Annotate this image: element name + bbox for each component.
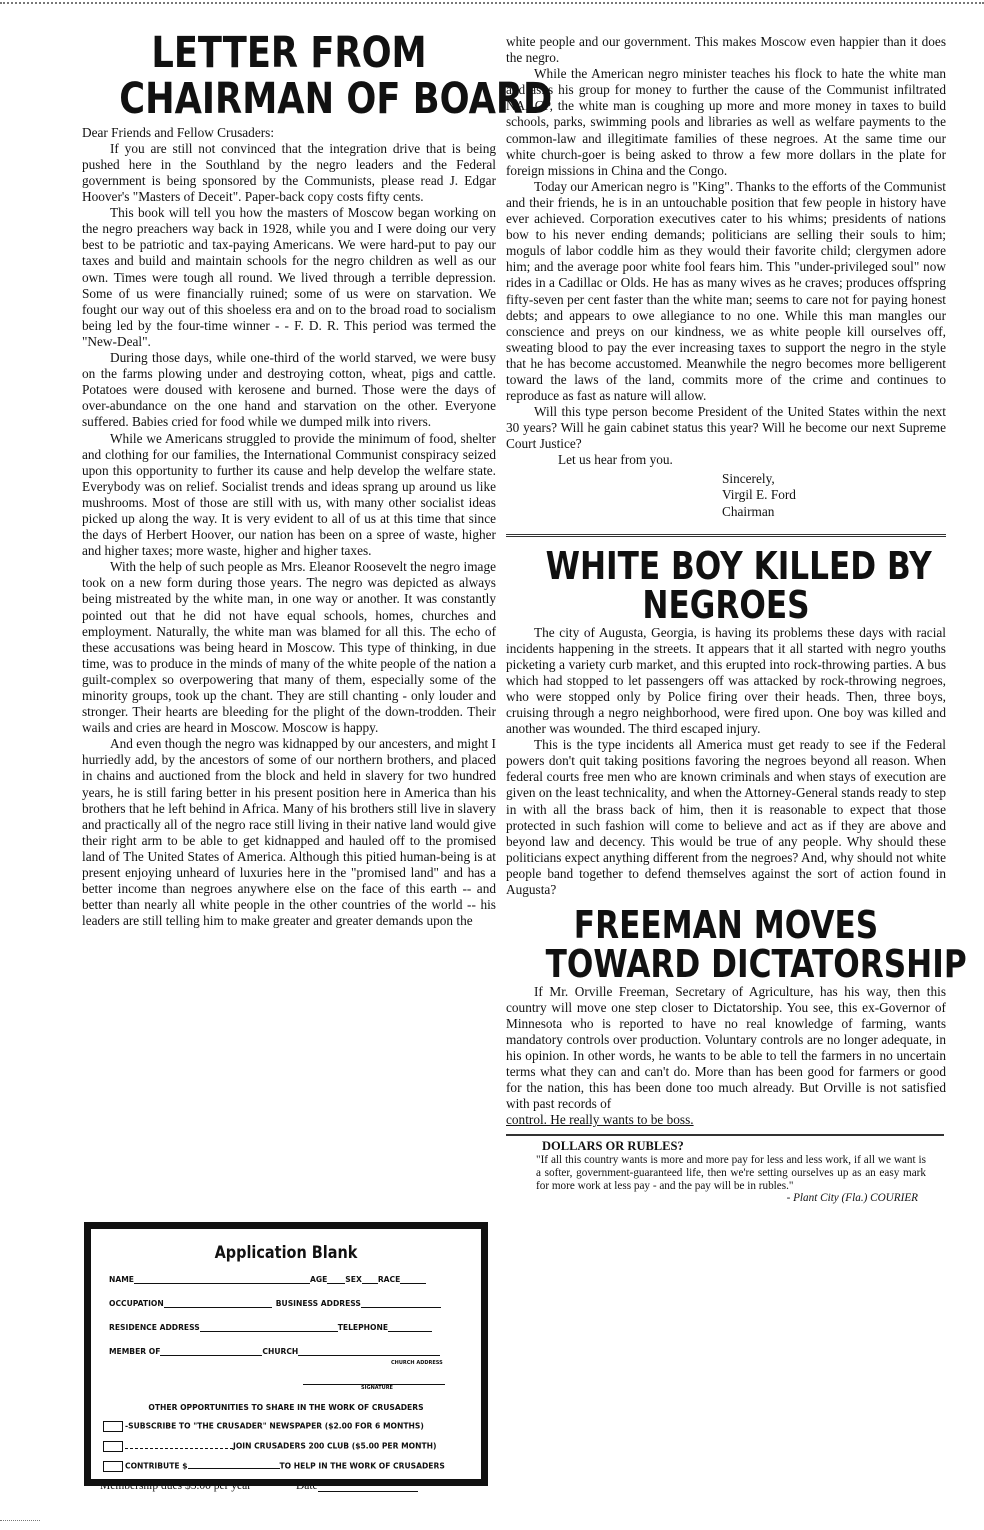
date-label: Date — [295, 1480, 318, 1492]
sex-label: SEX — [345, 1275, 362, 1284]
quote-source: - Plant City (Fla.) COURIER — [786, 1192, 918, 1205]
letter-title-line1: LETTER FROM — [151, 28, 427, 78]
church-label: CHURCH — [262, 1347, 299, 1356]
application-title: Application Blank — [214, 1243, 358, 1263]
option-subscribe-label: -SUBSCRIBE TO "THE CRUSADER" NEWSPAPER ($2.00 FOR 6 MONTHS) — [125, 1421, 424, 1431]
member-of-field[interactable] — [160, 1347, 262, 1356]
join-checkbox[interactable] — [103, 1441, 123, 1452]
top-border — [0, 2, 984, 4]
age-label: AGE — [309, 1275, 328, 1284]
article2-paragraph: If Mr. Orville Freeman, Secretary of Agriculture, has his way, then this country will move one step closer to Dictatorship. You see, this ex-Governor of Minnesota who is reported to have no real knowledge of farming, wants mandatory controls over production. Voluntary controls are no longer adequate, in his opinion. In other words, he wants to be able to tell the farmers in no uncertain terms what they can and can't do. More than has been good for farmers or good for the nation, this has been done too much already. But Orville is not satisfied with past records of — [506, 983, 946, 1112]
option-subscribe — [103, 1421, 481, 1432]
form-row-name — [109, 1275, 481, 1287]
letter-signer: Virgil E. Ford — [722, 487, 796, 503]
letter-paragraph: While we Americans struggled to provide the minimum of food, shelter and clothing for our families, the International Communist conspiracy seized upon this opportunity to further its cause and help develop the welfare state. Everybody was on relief. Socialist trends and ideas sprang up around us like mushrooms. Most of those are still with us, with many other socialist ideas picked up along the way. It is very evident to all of us at this time that since the days of Herbert Hoover, our nation has been on a spree of waste, higher and higher taxes; more waste, higher and higher taxes. — [82, 430, 496, 559]
subscribe-checkbox[interactable] — [103, 1421, 123, 1432]
business-address-field[interactable] — [361, 1299, 441, 1308]
race-field[interactable] — [400, 1275, 426, 1284]
letter-continued: white people and our government. This makes Moscow even happier than it does the negro. — [506, 34, 946, 66]
letter-continued-paragraph: Today our American negro is "King". Thanks to the efforts of the Communist and their friends, he is in an untouchable position that few people in history have ever achieved. Corporation executives cater to his whims; presidents of nations bow to his never ending demands; politicians are selling their souls to him; moguls of labor coddle him as they would their favorite child; clergymen adore him; and the average poor white fool fears him. This "under-privileged soul" now rides in a Cadillac or Olds. He has as many wives as he craves; produces offspring fifty-seven per cent faster than the white man; seems to care not for paying honest debts; and appears to owe allegiance to no one. While this man mangles our conscience and preys on our kindness, we as white people kill ourselves off, sweating blood to pay the ever increasing taxes to support the negro in the style that he has become accustomed. Meanwhile the negro becomes more belligerent toward the laws of the land, commits more of the crime and continues to reproduce as fast as nature will allow. — [506, 178, 946, 404]
quote-text: "If all this country wants is more and more pay for less and less work, if all we want is a softer, government-guaranteed life, then we're setting ourselves up as an easy mark for more work at less pay - and the pay will be in rubles." — [536, 1154, 926, 1192]
letter-paragraph: This book will tell you how the masters of Moscow began working on the negro preachers way back in 1928, while you and I were doing our very best to be patriotic and tax-paying Americans. We were hard-put to pay our taxes and build and maintain schools for the negro children as well as our own. Times were tough all round. We lived through a terrible depression. Some of us were financially ruined; some of us were on starvation. We fought our way out of this shoeless era and on to the broad road to socialism being led by the four-time winner - - F. D. R. This period was termed the "New-Deal". — [82, 205, 496, 349]
church-field[interactable] — [298, 1347, 440, 1356]
letter-closing-line: Let us hear from you. — [558, 452, 673, 468]
sex-field[interactable] — [362, 1275, 378, 1284]
name-field[interactable] — [134, 1275, 310, 1284]
article2-paragraph-end: control. He really wants to be boss. — [506, 1112, 694, 1128]
residence-address-field[interactable] — [200, 1323, 338, 1332]
article1-paragraph: This is the type incidents all America must get ready to see if the Federal powers don't quit taking positions favoring the negroes beyond all reason. When federal courts free men who are known criminals and when stays of execution are given on the least technicality, and when the Attorney-General stands ready to step in with all the brass back of him, then it is reasonable to expect that those protected in such fashion will come to believe and act as if they are above and beyond law and decency. This would be true of any people. Why should these politicians expect anything different from the negroes? And, why should not white people band together to defend themselves against the sort of action found in Augusta? — [506, 737, 946, 898]
signature-field[interactable] — [303, 1374, 445, 1385]
left-column — [82, 28, 553, 929]
letter-continued-paragraph: While the American negro minister teaches his flock to hate the white man and asks his group for money to further the cause of the Communist infiltrated NAACP, the white man is coughing up more and more money in taxes to build schools, parks, swimming pools and libraries as well as welfare payments to the common-law and illegitimate families of these negroes. At the same time our white church-goer is being asked to throw a few more dollars in the plate for foreign missions in China and the Congo. — [506, 66, 946, 178]
name-label: NAME — [109, 1275, 134, 1284]
form-row-occupation — [109, 1299, 481, 1311]
letter-paragraph: And even though the negro was kidnapped by our ancesters, and might I hurriedly add, by the ancestors of some of our northern brothers, and placed in chains and auctioned from the block and held in slavery for two hundred years, he is still faring better in his present position here in America than his brothers that he left behind in Africa. Many of his brothers still live in slavery and practically all of the negro race still living in their native land would give their right arm to be able to get kidnapped and hauled off to the promised land of The United States of America. Although this pitied human-being is at present enjoying unheard of luxuries here in the "promised land" and has a better income than negroes anywhere else on the face of this earth -- and better than nearly all white people in the other countries of the world -- his leaders are still telling him to make greater and greater demands upon the — [82, 736, 496, 929]
section-divider — [506, 534, 946, 537]
signature-label: SIGNATURE — [361, 1385, 393, 1391]
contribute-checkbox[interactable] — [103, 1461, 123, 1472]
bottom-corner-mark — [0, 1520, 40, 1521]
letter-title-line2: CHAIRMAN OF BOARD — [119, 73, 553, 124]
letter-paragraph: During those days, while one-third of the world starved, we were busy on the farms plowing under and destroying cotton, wheat, pigs and cattle. Potatoes were doused with kerosene and burned. Those were the days of over-abundance on the one hand and starvation on the other. Everyone suffered. Babies cried for food while we dumped milk into rivers. — [82, 350, 496, 430]
option-contribute-label-pre: CONTRIBUTE $ — [125, 1461, 188, 1471]
quote-divider — [506, 1134, 944, 1136]
membership-dues: Membership dues $5.00 per year — [100, 1480, 252, 1492]
occupation-label: OCCUPATION — [109, 1299, 164, 1308]
option-contribute-label-post: TO HELP IN THE WORK OF CRUSADERS — [279, 1461, 445, 1471]
join-dash-line — [125, 1442, 233, 1449]
letter-signer-title: Chairman — [722, 503, 775, 519]
form-row-residence — [109, 1323, 481, 1335]
business-address-label: BUSINESS ADDRESS — [275, 1299, 361, 1308]
form-row-member — [109, 1347, 481, 1359]
member-of-label: MEMBER OF — [109, 1347, 161, 1356]
residence-address-label: RESIDENCE ADDRESS — [109, 1323, 200, 1332]
application-blank — [84, 1222, 488, 1486]
article2-title-line1: FREEMAN MOVES — [573, 903, 879, 948]
article1-paragraph: The city of Augusta, Georgia, is having its problems these days with racial incidents happening in the streets. It appears that it all started with negro youths picketing a variety curb market, and this erupted into rock-throwing parties. A bus which had stopped to let passengers off was attacked by rock-throwing negroes, who were stopped only by Police firing over their heads. Then, three boys, cruising through a negro neighborhood, were fired upon. One boy was killed and another was wounded. The third escaped injury. — [506, 624, 946, 737]
article1-title-line2: NEGROES — [642, 582, 810, 627]
membership-dues-line — [100, 1480, 418, 1492]
date-field[interactable] — [318, 1481, 418, 1492]
option-join — [103, 1441, 481, 1452]
race-label: RACE — [377, 1275, 401, 1284]
article1-title-line1: WHITE BOY KILLED BY — [545, 544, 932, 589]
right-column — [506, 34, 967, 1205]
letter-continued-paragraph: Will this type person become President of the United States within the next 30 years? Will he gain cabinet status this year? Will he become our next Supreme Court Justice? — [506, 404, 946, 452]
letter-paragraph: If you are still not convinced that the integration drive that is being pushed here in the Southland by the negro leaders and the Federal government is being sponsored by the Communists, please read J. Edgar Hoover's "Masters of Deceit". Paper-back copy costs fifty cents. — [82, 140, 496, 205]
option-contribute — [103, 1461, 481, 1472]
contribute-amount-field[interactable] — [188, 1462, 280, 1469]
letter-sign-off: Sincerely, — [722, 470, 775, 486]
church-address-label: CHURCH ADDRESS — [391, 1360, 443, 1366]
article2-title-line2: TOWARD DICTATORSHIP — [545, 941, 967, 986]
option-join-label: JOIN CRUSADERS 200 CLUB ($5.00 PER MONTH) — [233, 1441, 437, 1451]
telephone-field[interactable] — [388, 1323, 432, 1332]
telephone-label: TELEPHONE — [337, 1323, 389, 1332]
quote-title: DOLLARS OR RUBLES? — [542, 1139, 684, 1154]
age-field[interactable] — [327, 1275, 345, 1284]
opportunities-heading: OTHER OPPORTUNITIES TO SHARE IN THE WORK OF CRUSADERS — [148, 1403, 424, 1412]
letter-salutation: Dear Friends and Fellow Crusaders: — [82, 124, 275, 140]
occupation-field[interactable] — [164, 1299, 272, 1308]
letter-paragraph: With the help of such people as Mrs. Eleanor Roosevelt the negro image took on a new form during those years. The negro was depicted as always being mistreated by the white man, in one way or another. It was constantly pointed out that he did not have equal schools, homes, churches and employment. Naturally, the white man was blamed for all this. The echo of these accusations was being heard in Moscow. This type of thinking, in due time, was to produce in the minds of many of the white people of the nation a guilt-complex so overpowering that many of them, especially some of the minority groups, took up the chant. They are still chanting - only louder and stronger. Their hearts are bleeding for the plight of the down-trodden. Their wails and cries are heard in Moscow. Moscow is happy. — [82, 559, 496, 736]
